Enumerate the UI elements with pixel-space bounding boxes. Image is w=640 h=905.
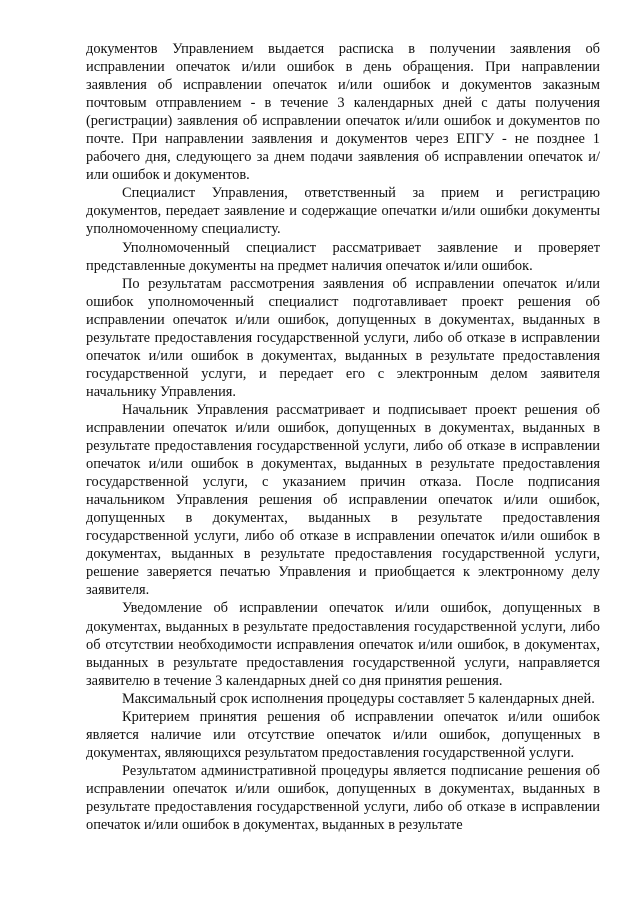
paragraph-notification: Уведомление об исправлении опечаток и/или ошибок, допущенных в документах, выданных в результате предоставления государственной услуги, либо об отсутствии необходимости исправления опечаток и/или ошибок, в документах, выданных в результате предоставления государственной услуги, направляется заявителю в течение 3 календарных дней со дня принятия решения. (86, 600, 600, 689)
paragraph-authorized-specialist-review: Уполномоченный специалист рассматривает заявление и проверяет представленные документы на предмет наличия опечаток и/или ошибок. (86, 239, 600, 274)
paragraph-receipt-deadlines: документов Управлением выдается расписка в получении заявления об исправлении опечаток и/или ошибок в день обращения. При направлении заявления об исправлении опечаток и/или ошибок и документов заказным почтовым отправлением - в течение 3 календарных дней с даты получения (регистрации) заявления об исправлении опечаток и/или ошибок и документов по почте. При направлении заявления и документов через ЕПГУ - не позднее 1 рабочего дня, следующего за днем подачи заявления об исправлении опечаток и/или ошибок и документов. (86, 41, 600, 184)
paragraph-decision-criterion: Критерием принятия решения об исправлении опечаток и/или ошибок является наличие или отсутствие опечаток и/или ошибок, допущенных в документах, являющихся результатом предоставления государственной услуги. (86, 708, 600, 761)
paragraph-procedure-result: Результатом административной процедуры является подписание решения об исправлении опечаток и/или ошибок, допущенных в документах, выданных в результате предоставления государственной услуги, либо об отказе в исправлении опечаток и/или ошибок в документах, выданных в результате (86, 762, 600, 834)
paragraph-registration-specialist: Специалист Управления, ответственный за прием и регистрацию документов, передает заявление и содержащие опечатки и/или ошибки документы уполномоченному специалисту. (86, 185, 600, 238)
paragraph-max-duration: Максимальный срок исполнения процедуры составляет 5 календарных дней. (122, 690, 595, 707)
paragraph-draft-decision: По результатам рассмотрения заявления об исправлении опечаток и/или ошибок уполномоченный специалист подготавливает проект решения об исправлении опечаток и/или ошибок, допущенных в документах, выданных в результате предоставления государственной услуги, либо об отказе в исправлении опечаток и/или ошибок в документах, выданных в результате предоставления государственной услуги, и передает его с электронным делом заявителя начальнику Управления. (86, 275, 600, 400)
paragraph-head-signs-decision: Начальник Управления рассматривает и подписывает проект решения об исправлении опечаток и/или ошибок, допущенных в документах, выданных в результате предоставления государственной услуги, либо об отказе в исправлении опечаток и/или ошибок в документах, выданных в результате предоставления государственной услуги, с указанием причин отказа. После подписания начальником Управления решения об исправлении опечаток и/или ошибок, допущенных в документах, выданных в результате предоставления государственной услуги, либо об отказе в исправлении опечаток и/или ошибок в документах, выданных в результате предоставления государственной услуги, решение заверяется печатью Управления и приобщается к электронному делу заявителя. (86, 401, 600, 599)
document-page (86, 40, 600, 834)
